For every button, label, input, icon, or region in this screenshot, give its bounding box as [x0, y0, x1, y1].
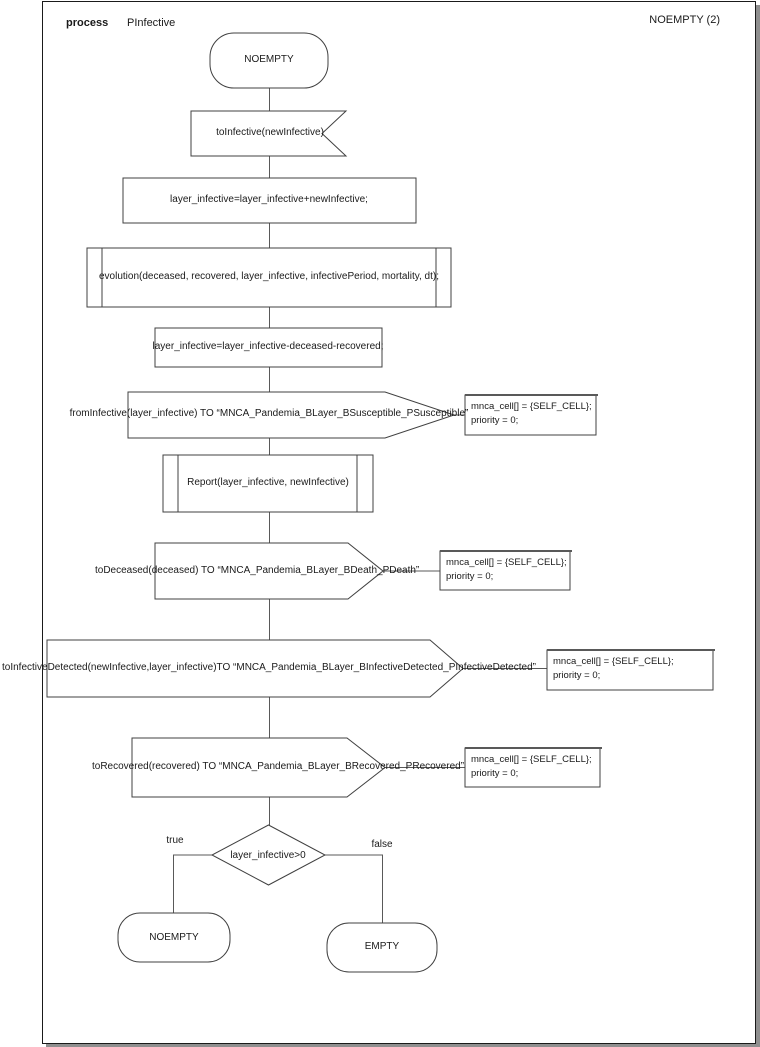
branch-false-label: false	[371, 839, 393, 850]
comment-2-line-1: mnca_cell[] = {SELF_CELL};	[446, 557, 567, 568]
process-name-label: PInfective	[127, 17, 176, 29]
comment-4-line-1: mnca_cell[] = {SELF_CELL};	[471, 754, 592, 765]
comment-1-line-2: priority = 0;	[471, 415, 519, 426]
branch-true-label: true	[166, 835, 184, 846]
page-reference-label: NOEMPTY (2)	[649, 14, 720, 26]
task-subtract-label: layer_infective=layer_infective-deceased-recovered;	[152, 341, 384, 352]
output-to-infective-detected-label: toInfectiveDetected(newInfective,layer_infective)TO “MNCA_Pandemia_BLayer_BInfectiveDetected_PInfectiveDetected”	[2, 662, 536, 673]
next-state-noempty-label: NOEMPTY	[149, 932, 199, 943]
input-signal-label: toInfective(newInfective)	[216, 127, 324, 138]
comment-3-line-2: priority = 0;	[553, 670, 601, 681]
comment-3-line-1: mnca_cell[] = {SELF_CELL};	[553, 656, 674, 667]
task-add-label: layer_infective=layer_infective+newInfective;	[170, 194, 368, 205]
procedure-evolution-label: evolution(deceased, recovered, layer_infective, infectivePeriod, mortality, dt);	[99, 271, 439, 282]
process-keyword-label: process	[66, 17, 109, 29]
output-to-recovered-label: toRecovered(recovered) TO “MNCA_Pandemia_BLayer_BRecovered_PRecovered”	[92, 761, 465, 772]
output-from-infective-label: fromInfective(layer_infective) TO “MNCA_Pandemia_BLayer_BSusceptible_PSusceptible”	[69, 408, 469, 419]
procedure-report-label: Report(layer_infective, newInfective)	[187, 477, 349, 488]
next-state-empty-label: EMPTY	[364, 941, 400, 952]
start-state-label: NOEMPTY	[244, 54, 294, 65]
decision-label: layer_infective>0	[230, 850, 306, 861]
output-to-deceased-label: toDeceased(deceased) TO “MNCA_Pandemia_BLayer_BDeath_PDeath”	[95, 565, 420, 576]
comment-4-line-2: priority = 0;	[471, 768, 519, 779]
false-branch-connector	[325, 855, 383, 923]
comment-2-line-2: priority = 0;	[446, 571, 494, 582]
true-branch-connector	[174, 855, 213, 913]
comment-1-line-1: mnca_cell[] = {SELF_CELL};	[471, 401, 592, 412]
